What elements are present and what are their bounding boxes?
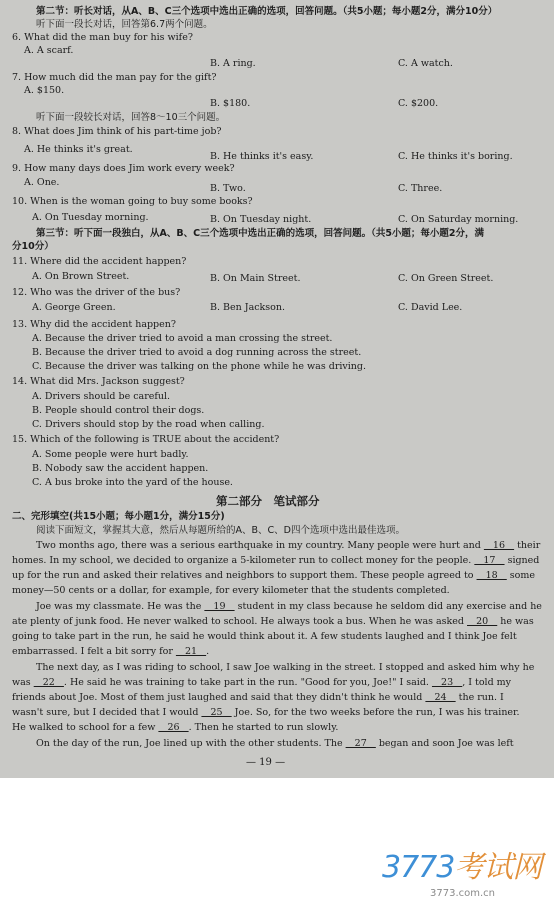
q15-option-b: B. Nobody saw the accident happen. <box>32 463 209 474</box>
section3-heading-cont: 分10分） <box>12 241 54 252</box>
passage-line: Two months ago, there was a serious earthquake in my country. Many people were hurt and 16 their <box>36 540 541 551</box>
passage-line: going to take part in the run, he said he would think about it. A few students laughed and I think Joe felt <box>12 631 517 642</box>
q11-stem: 11. Where did the accident happen? <box>12 256 187 267</box>
passage-line: embarrassed. I felt a bit sorry for 21 . <box>12 646 210 657</box>
cloze-blank: 27 <box>345 738 376 749</box>
q14-stem: 14. What did Mrs. Jackson suggest? <box>12 376 185 387</box>
q10-option-b: B. On Tuesday night. <box>210 214 312 225</box>
passage-line: homes. In my school, we decided to organize a 5-kilometer run to collect money for the people. 17 signed <box>12 555 540 566</box>
passage-line: wasn't sure, but I decided that I would 25 Joe. So, for the two weeks before the run, I was his trainer. <box>12 707 520 718</box>
q10-option-c: C. On Saturday morning. <box>398 214 519 225</box>
q13-stem: 13. Why did the accident happen? <box>12 319 176 330</box>
q9-option-a: A. One. <box>24 177 60 188</box>
q15-option-a: A. Some people were hurt badly. <box>32 449 189 460</box>
q8-option-b: B. He thinks it's easy. <box>210 151 314 162</box>
cloze-blank: 25 <box>201 707 232 718</box>
cloze-blank: 23 <box>431 677 463 688</box>
q8-option-c: C. He thinks it's boring. <box>398 151 513 162</box>
passage-line: friends about Joe. Most of them just laughed and said that they didn't think he would 24 the run. I <box>12 692 504 703</box>
watermark-url: 3773.com.cn <box>430 888 495 899</box>
q7-option-a: A. $150. <box>24 85 65 96</box>
cloze-blank: 21 <box>175 646 207 657</box>
q10-stem: 10. When is the woman going to buy some books? <box>12 196 253 207</box>
q15-option-c: C. A bus broke into the yard of the house. <box>32 477 233 488</box>
watermark-logo <box>382 851 542 907</box>
q11-option-b: B. On Main Street. <box>210 273 301 284</box>
q14-option-b: B. People should control their dogs. <box>32 405 205 416</box>
q6-option-b: B. A ring. <box>210 58 256 69</box>
passage-line: He walked to school for a few 26 . Then he started to run slowly. <box>12 722 339 733</box>
passage-line: was 22 . He said he was training to take part in the run. "Good for you, Joe!" I said. 23 , I told my <box>12 677 512 688</box>
watermark-logo-text: 考试网 <box>454 850 542 885</box>
q6-option-a: A. A scarf. <box>24 45 74 56</box>
q10-option-a: A. On Tuesday morning. <box>32 212 149 223</box>
passage-line: The next day, as I was riding to school, I saw Joe walking in the street. I stopped and asked him why he <box>36 662 535 673</box>
cloze-blank: 20 <box>467 616 498 627</box>
q6-option-c: C. A watch. <box>398 58 453 69</box>
q14-option-c: C. Drivers should stop by the road when calling. <box>32 419 265 430</box>
section2-intro1: 听下面一段长对话，回答第6.7两个问题。 <box>36 19 213 30</box>
q12-option-b: B. Ben Jackson. <box>210 302 286 313</box>
cloze-blank: 18 <box>476 570 507 581</box>
cloze-heading: 二、完形填空(共15小题；每小题1分，满分15分) <box>12 511 225 522</box>
cloze-blank: 16 <box>483 540 515 551</box>
q12-option-a: A. George Green. <box>32 302 116 313</box>
passage-line: up for the run and asked their relatives and neighbors to support them. These people agreed to 18 some <box>12 570 536 581</box>
q13-option-b: B. Because the driver tried to avoid a dog running across the street. <box>32 347 362 358</box>
q13-option-c: C. Because the driver was talking on the phone while he was driving. <box>32 361 367 372</box>
cloze-blank: 17 <box>474 555 505 566</box>
q12-option-c: C. David Lee. <box>398 302 463 313</box>
q7-option-c: C. $200. <box>398 98 439 109</box>
part2-title: 第二部分 笔试部分 <box>216 494 320 508</box>
page-number: — 19 — <box>246 757 286 768</box>
q14-option-a: A. Drivers should be careful. <box>32 391 171 402</box>
q11-option-c: C. On Green Street. <box>398 273 494 284</box>
q12-stem: 12. Who was the driver of the bus? <box>12 287 181 298</box>
cloze-blank: 26 <box>158 722 189 733</box>
q9-option-c: C. Three. <box>398 183 443 194</box>
passage-line: money—50 cents or a dollar, for example, for every kilometer that the students completed. <box>12 585 450 596</box>
q7-option-b: B. $180. <box>210 98 251 109</box>
section3-heading: 第三节：听下面一段独白，从A、B、C三个选项中选出正确的选项，回答问题。（共5小题；每小题2分，满 <box>36 228 485 239</box>
q8-stem: 8. What does Jim think of his part-time job? <box>12 126 222 137</box>
q9-stem: 9. How many days does Jim work every week? <box>12 163 235 174</box>
section2-intro2: 听下面一段较长对话，回答8～10三个问题。 <box>36 112 226 123</box>
q15-stem: 15. Which of the following is TRUE about the accident? <box>12 434 280 445</box>
q9-option-b: B. Two. <box>210 183 246 194</box>
cloze-blank: 19 <box>204 601 235 612</box>
cloze-blank: 22 <box>33 677 64 688</box>
passage-line: Joe was my classmate. He was the 19 student in my class because he seldom did any exercise and he <box>36 601 542 612</box>
watermark-logo-number: 3773 <box>382 850 455 885</box>
q8-option-a: A. He thinks it's great. <box>24 144 133 155</box>
q13-option-a: A. Because the driver tried to avoid a man crossing the street. <box>32 333 333 344</box>
passage-line: On the day of the run, Joe lined up with the other students. The 27 began and soon Joe was left <box>36 738 514 749</box>
passage-line: ate plenty of junk food. He never walked to school. He always took a bus. When he was asked 20 he was <box>12 616 534 627</box>
cloze-instruction: 阅读下面短文，掌握其大意，然后从每题所给的A、B、C、D四个选项中选出最佳选项。 <box>36 525 405 536</box>
section2-heading: 第二节：听长对话，从A、B、C三个选项中选出正确的选项，回答问题。（共5小题；每小题2分，满分10分） <box>36 6 498 17</box>
q7-stem: 7. How much did the man pay for the gift? <box>12 72 217 83</box>
q11-option-a: A. On Brown Street. <box>32 271 130 282</box>
cloze-blank: 24 <box>425 692 456 703</box>
q6-stem: 6. What did the man buy for his wife? <box>12 32 193 43</box>
